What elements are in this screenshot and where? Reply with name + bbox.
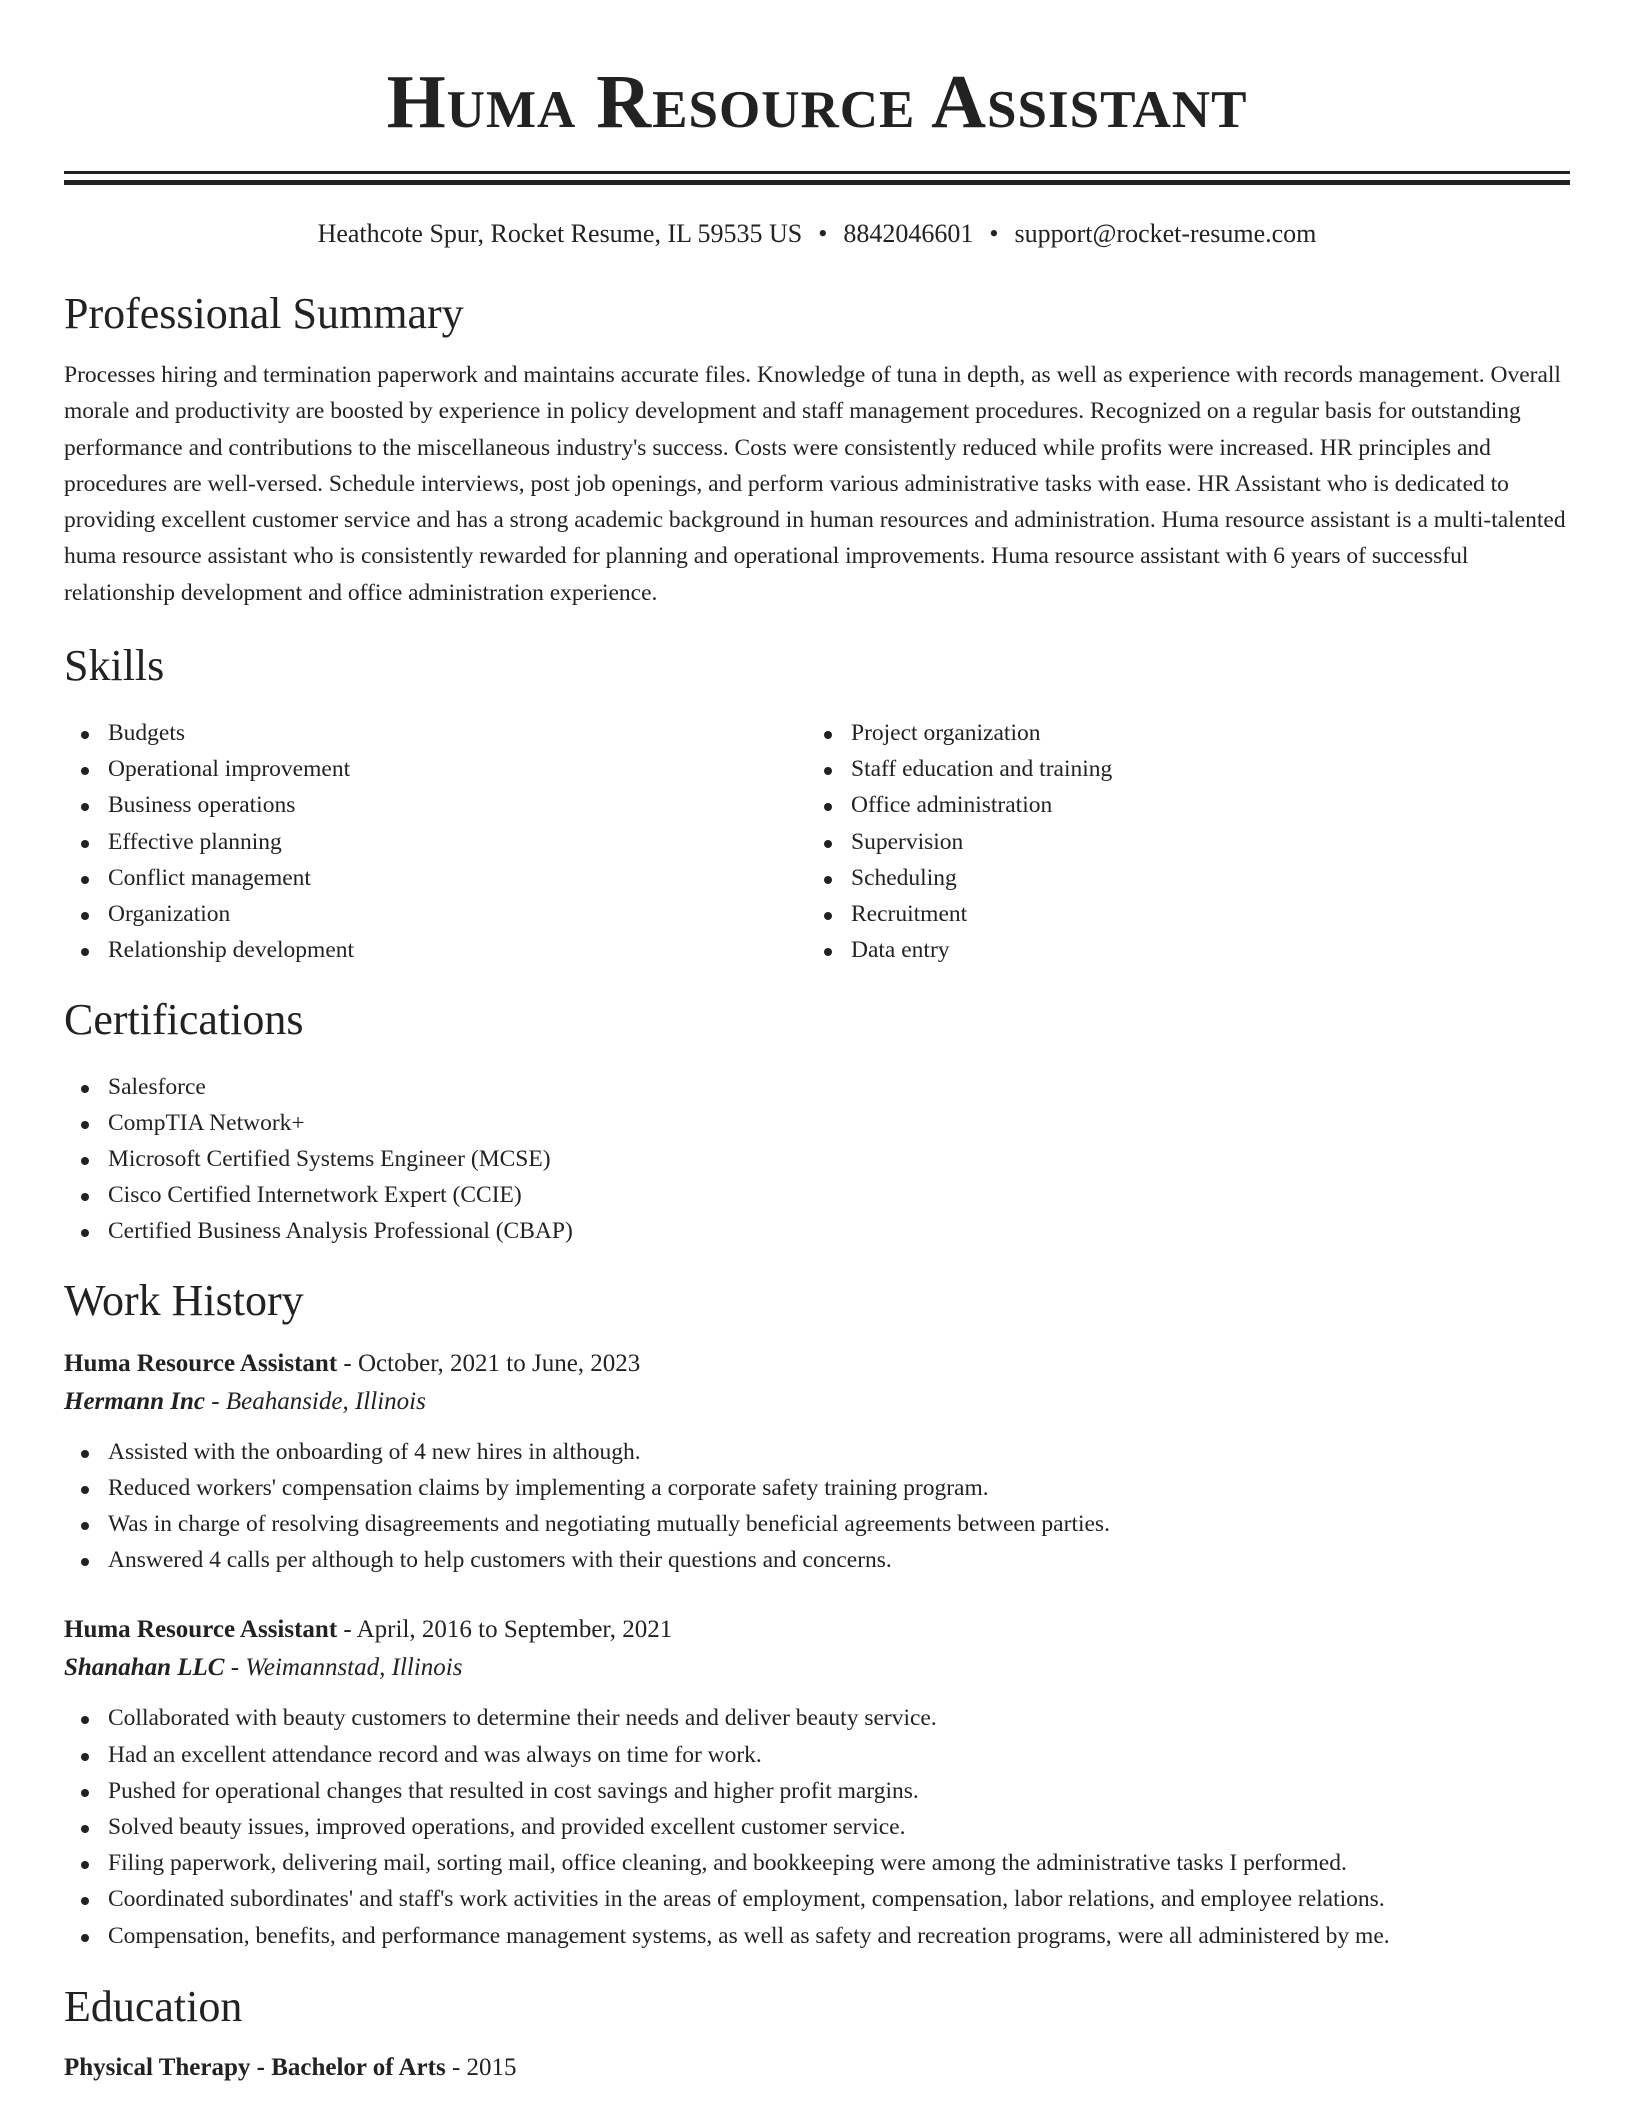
certification-item: Salesforce: [64, 1069, 1570, 1105]
contact-line: [64, 219, 1570, 249]
skill-item: Effective planning: [64, 824, 807, 860]
certifications-list: [64, 1069, 1570, 1250]
summary-heading: Professional Summary: [64, 289, 464, 338]
skill-item: Scheduling: [807, 860, 1550, 896]
certification-item: Cisco Certified Internetwork Expert (CCIE): [64, 1177, 1570, 1213]
skill-item: Recruitment: [807, 896, 1550, 932]
job-dates: - April, 2016 to September, 2021: [337, 1616, 673, 1644]
certification-item: Microsoft Certified Systems Engineer (MCSE): [64, 1141, 1570, 1177]
skill-item: Business operations: [64, 787, 807, 823]
skill-item: Supervision: [807, 824, 1550, 860]
job-company-line: [64, 1384, 1570, 1420]
header-divider-top: [64, 171, 1570, 174]
job-title-line: [64, 1346, 1570, 1382]
resume-page: [64, 0, 1570, 2086]
education-year: - 2015: [445, 2053, 517, 2081]
job-bullet: Filing paperwork, delivering mail, sorting mail, office cleaning, and bookkeeping were among the administrative tasks I performed.: [64, 1845, 1570, 1881]
contact-separator: •: [818, 219, 828, 248]
job-company: Shanahan LLC: [64, 1654, 225, 1682]
job-bullet: Assisted with the onboarding of 4 new hires in although.: [64, 1434, 1570, 1470]
skill-item: Organization: [64, 896, 807, 932]
job-title: Huma Resource Assistant: [64, 1349, 338, 1377]
skills-heading: Skills: [64, 641, 165, 691]
job-bullet: Coordinated subordinates' and staff's work activities in the areas of employment, compensation, labor relations, and employee relations.: [64, 1881, 1570, 1917]
job-location: - Weimannstad, Illinois: [224, 1654, 463, 1682]
contact-address: Heathcote Spur, Rocket Resume, IL 59535 US: [317, 219, 803, 248]
education-degree: Physical Therapy - Bachelor of Arts: [64, 2053, 446, 2081]
skills-list-left: [64, 715, 807, 968]
contact-email: support@rocket-resume.com: [1014, 219, 1317, 248]
job-location: - Beahanside, Illinois: [205, 1387, 426, 1415]
job-bullets: [64, 1434, 1570, 1579]
job-bullet: Had an excellent attendance record and was always on time for work.: [64, 1737, 1570, 1773]
job-title-line: [64, 1612, 1570, 1648]
job-bullet: Compensation, benefits, and performance management systems, as well as safety and recreation programs, were all administered by me.: [64, 1918, 1570, 1954]
job-bullet: Solved beauty issues, improved operations, and provided excellent customer service.: [64, 1809, 1570, 1845]
header-divider-bottom: [64, 180, 1570, 185]
skills-columns: [64, 715, 1570, 968]
job-company: Hermann Inc: [64, 1387, 206, 1415]
job-dates: - October, 2021 to June, 2023: [337, 1349, 641, 1377]
work-history-heading: Work History: [64, 1275, 304, 1325]
job-entry: [64, 1346, 1570, 1579]
skill-item: Relationship development: [64, 932, 807, 968]
resume-name: Huma Resource Assistant: [386, 60, 1248, 144]
skill-item: Conflict management: [64, 860, 807, 896]
job-title: Huma Resource Assistant: [64, 1616, 338, 1644]
contact-separator: •: [989, 219, 999, 248]
certification-item: Certified Business Analysis Professional (CBAP): [64, 1213, 1570, 1249]
job-company-line: [64, 1650, 1570, 1686]
skill-item: Data entry: [807, 932, 1550, 968]
skill-item: Office administration: [807, 787, 1550, 823]
skill-item: Budgets: [64, 715, 807, 751]
job-bullet: Collaborated with beauty customers to determine their needs and deliver beauty service.: [64, 1700, 1570, 1736]
job-bullet: Reduced workers' compensation claims by implementing a corporate safety training program.: [64, 1470, 1570, 1506]
summary-text: Processes hiring and termination paperwork and maintains accurate files. Knowledge of tuna in depth, as well as experience with records management. Overall morale and productivity are boosted by experience in policy development and staff management procedures. Recognized on a regular basis for outstanding performance and contributions to the miscellaneous industry's success. Costs were consistently reduced while profits were increased. HR principles and procedures are well-versed. Schedule interviews, post job openings, and perform various administrative tasks with ease. HR Assistant who is dedicated to providing excellent customer service and has a strong academic background in human resources and administration. Huma resource assistant is a multi-talented huma resource assistant who is consistently rewarded for planning and operational improvements. Huma resource assistant with 6 years of successful relationship development and office administration experience.: [64, 362, 1566, 606]
job-bullet: Answered 4 calls per although to help customers with their questions and concerns.: [64, 1542, 1570, 1578]
job-bullet: Was in charge of resolving disagreements and negotiating mutually beneficial agreements between parties.: [64, 1506, 1570, 1542]
certification-item: CompTIA Network+: [64, 1105, 1570, 1141]
skill-item: Staff education and training: [807, 751, 1550, 787]
education-heading: Education: [64, 1981, 243, 2031]
job-bullets: [64, 1700, 1570, 1953]
job-bullet: Pushed for operational changes that resulted in cost savings and higher profit margins.: [64, 1773, 1570, 1809]
contact-phone: 8842046601: [843, 219, 974, 248]
skill-item: Operational improvement: [64, 751, 807, 787]
skills-list-right: [807, 715, 1550, 968]
education-entry: [64, 2050, 1570, 2086]
certifications-heading: Certifications: [64, 994, 304, 1044]
job-entry: [64, 1612, 1570, 1953]
skill-item: Project organization: [807, 715, 1550, 751]
